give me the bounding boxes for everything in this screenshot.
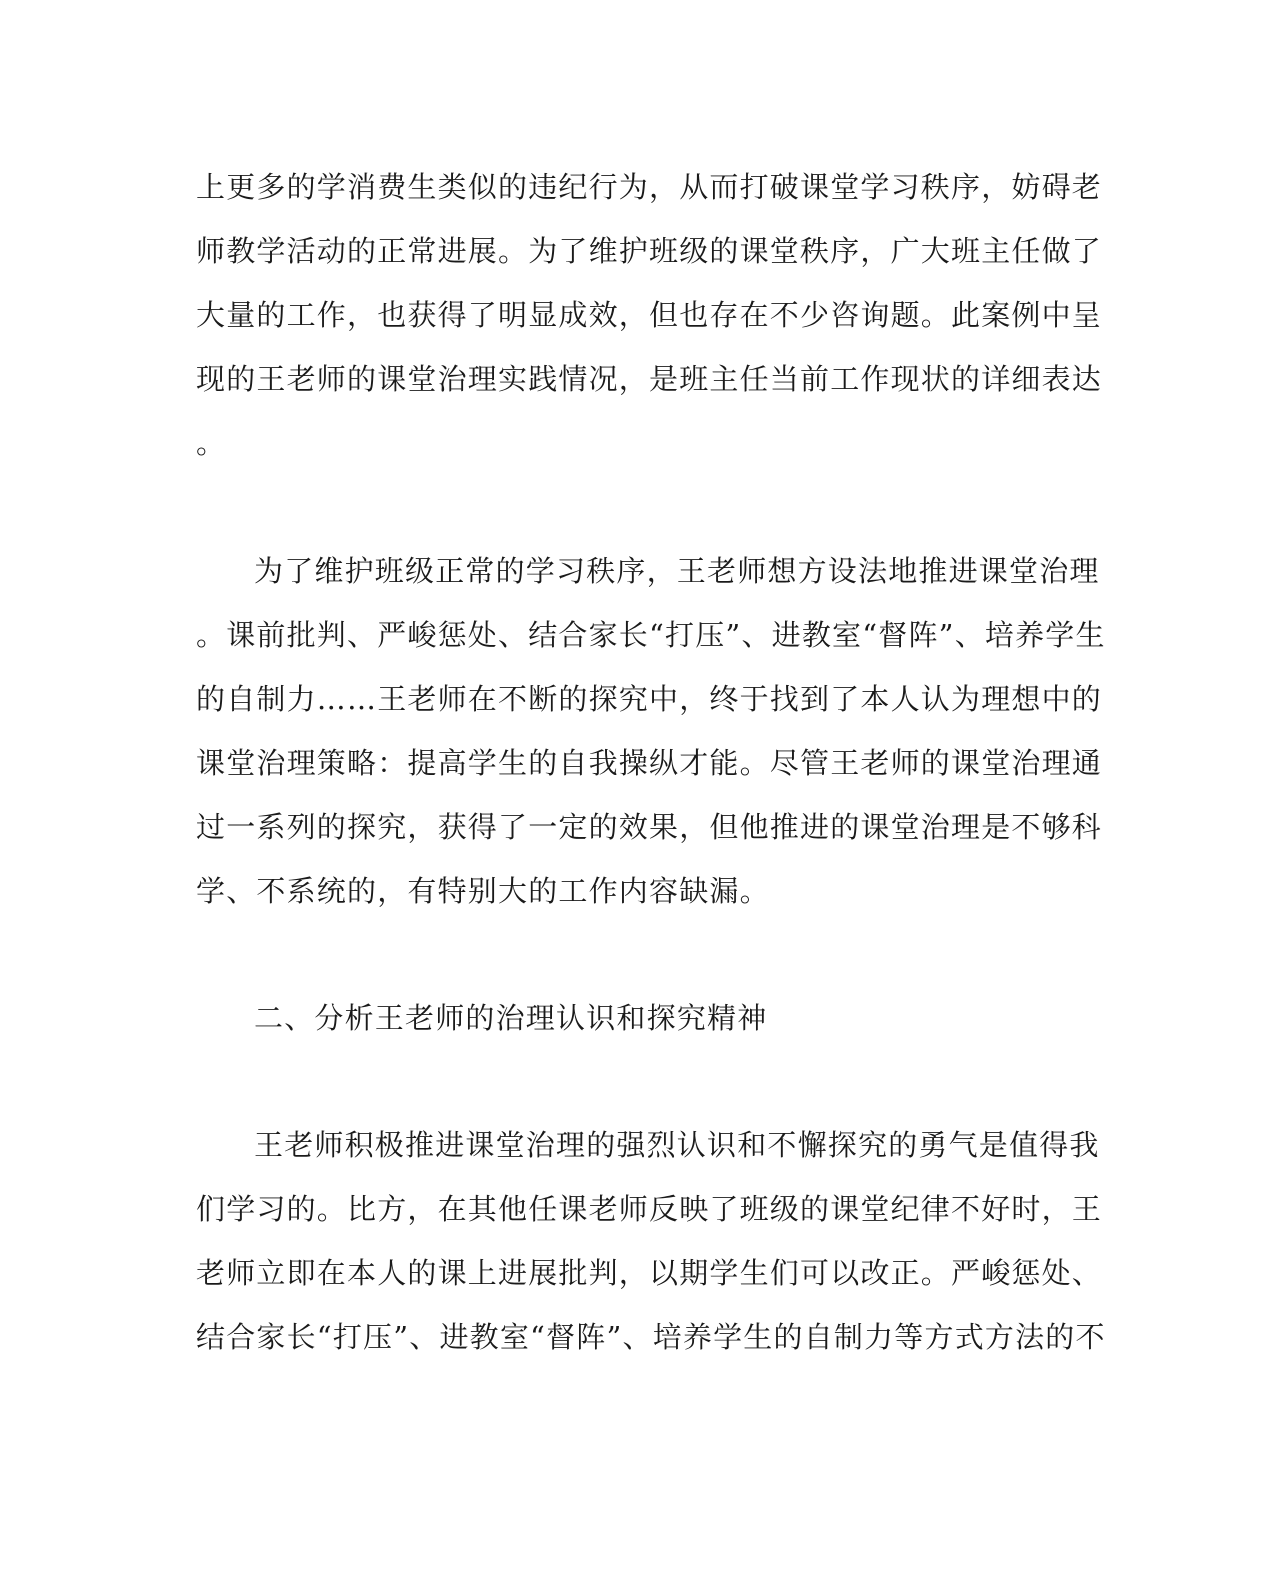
- paragraph-1-line-2: 师教学活动的正常进展。为了维护班级的课堂秩序，广大班主任做了: [196, 234, 1103, 268]
- paragraph-2-line-1: 为了维护班级正常的学习秩序，王老师想方设法地推进课堂治理: [254, 554, 1100, 588]
- paragraph-2-line-4: 课堂治理策略：提高学生的自我操纵才能。尽管王老师的课堂治理通: [196, 746, 1103, 780]
- paragraph-1-line-1: 上更多的学消费生类似的违纪行为，从而打破课堂学习秩序，妨碍老: [196, 170, 1103, 204]
- paragraph-2-line-5: 过一系列的探究，获得了一定的效果，但他推进的课堂治理是不够科: [196, 810, 1103, 844]
- paragraph-1-line-4: 现的王老师的课堂治理实践情况，是班主任当前工作现状的详细表达: [196, 362, 1103, 396]
- paragraph-2-line-3: 的自制力……王老师在不断的探究中，终于找到了本人认为理想中的: [196, 682, 1103, 716]
- paragraph-2-line-6: 学、不系统的，有特别大的工作内容缺漏。: [196, 874, 770, 908]
- section-heading: 二、分析王老师的治理认识和探究精神: [254, 1001, 768, 1035]
- paragraph-3-line-2: 们学习的。比方，在其他任课老师反映了班级的课堂纪律不好时，王: [196, 1192, 1103, 1226]
- paragraph-2-line-2: 。课前批判、严峻惩处、结合家长“打压”、进教室“督阵”、培养学生: [196, 618, 1106, 652]
- paragraph-3-line-3: 老师立即在本人的课上进展批判，以期学生们可以改正。严峻惩处、: [196, 1256, 1103, 1290]
- paragraph-3-line-4: 结合家长“打压”、进教室“督阵”、培养学生的自制力等方式方法的不: [196, 1320, 1106, 1354]
- paragraph-1-line-5: 。: [196, 426, 227, 460]
- paragraph-3-line-1: 王老师积极推进课堂治理的强烈认识和不懈探究的勇气是值得我: [254, 1128, 1100, 1162]
- paragraph-1-line-3: 大量的工作，也获得了明显成效，但也存在不少咨询题。此案例中呈: [196, 298, 1103, 332]
